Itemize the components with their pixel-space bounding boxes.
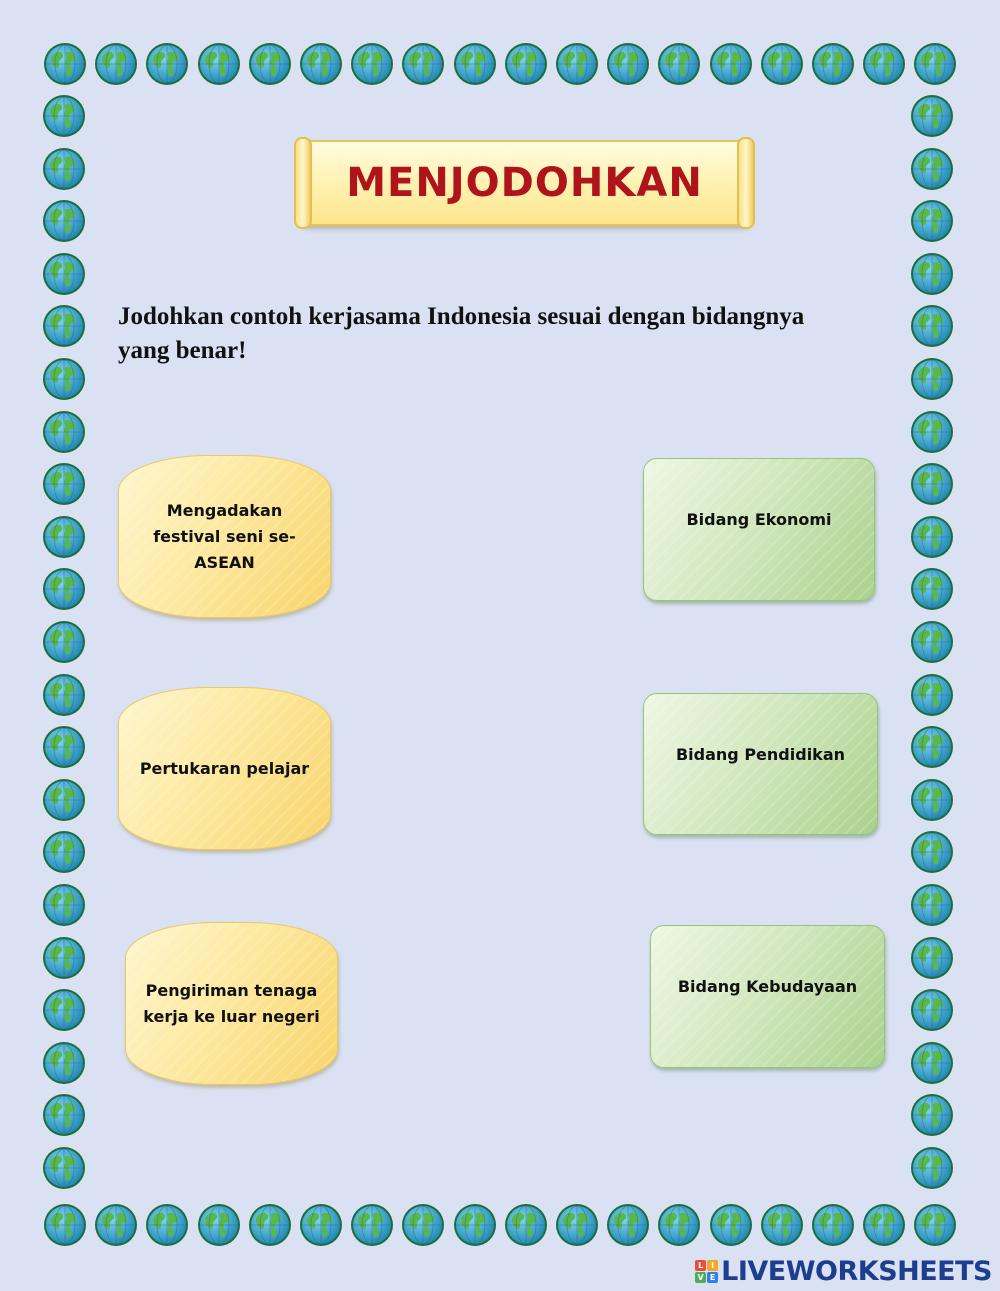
globe-icon	[709, 1203, 753, 1247]
globe-icon	[910, 515, 954, 559]
globe-icon	[862, 42, 906, 86]
globe-icon	[910, 147, 954, 191]
globe-icon	[910, 778, 954, 822]
globe-icon	[42, 1041, 86, 1085]
globe-icon	[42, 462, 86, 506]
globe-icon	[910, 304, 954, 348]
globe-icon	[910, 1146, 954, 1190]
globe-icon	[555, 1203, 599, 1247]
right-card-culture[interactable]: Bidang Kebudayaan	[650, 925, 885, 1068]
globe-icon	[94, 42, 138, 86]
globe-icon	[42, 567, 86, 611]
globe-icon	[42, 1093, 86, 1137]
left-card-workers[interactable]: Pengiriman tenaga kerja ke luar negeri	[125, 922, 338, 1085]
globe-icon	[910, 199, 954, 243]
globe-icon	[910, 252, 954, 296]
globe-icon	[910, 936, 954, 980]
globe-icon	[910, 94, 954, 138]
globe-icon	[42, 988, 86, 1032]
globe-icon	[197, 1203, 241, 1247]
globe-icon	[504, 42, 548, 86]
globe-icon	[145, 42, 189, 86]
right-card-education[interactable]: Bidang Pendidikan	[643, 693, 878, 835]
brand-logo-icon: L I V E	[695, 1260, 718, 1283]
globe-icon	[910, 410, 954, 454]
globe-icon	[910, 883, 954, 927]
globe-icon	[606, 1203, 650, 1247]
globe-icon	[43, 1203, 87, 1247]
globe-icon	[453, 1203, 497, 1247]
globe-icon	[657, 1203, 701, 1247]
globe-icon	[197, 42, 241, 86]
globe-icon	[555, 42, 599, 86]
globe-icon	[42, 883, 86, 927]
globe-icon	[248, 1203, 292, 1247]
globe-icon	[657, 42, 701, 86]
globe-icon	[913, 1203, 957, 1247]
globe-icon	[42, 357, 86, 401]
globe-icon	[299, 42, 343, 86]
globe-icon	[42, 515, 86, 559]
globe-icon	[42, 778, 86, 822]
globe-icon	[42, 620, 86, 664]
globe-icon	[42, 725, 86, 769]
globe-icon	[42, 830, 86, 874]
globe-icon	[910, 725, 954, 769]
globe-icon	[350, 1203, 394, 1247]
globe-icon	[910, 567, 954, 611]
title-banner	[300, 140, 749, 226]
brand-name: LIVEWORKSHEETS	[721, 1256, 992, 1287]
globe-icon	[811, 1203, 855, 1247]
globe-icon	[760, 1203, 804, 1247]
globe-icon	[42, 252, 86, 296]
globe-icon	[709, 42, 753, 86]
page-title: MENJODOHKAN	[346, 160, 703, 206]
globe-icon	[910, 830, 954, 874]
globe-icon	[42, 673, 86, 717]
globe-icon	[910, 462, 954, 506]
globe-icon	[42, 199, 86, 243]
globe-icon	[913, 42, 957, 86]
globe-icon	[910, 620, 954, 664]
globe-icon	[910, 1041, 954, 1085]
left-card-festival[interactable]: Mengadakan festival seni se-ASEAN	[118, 455, 331, 618]
globe-icon	[504, 1203, 548, 1247]
globe-icon	[811, 42, 855, 86]
globe-icon	[910, 357, 954, 401]
liveworksheets-brand[interactable]	[695, 1256, 992, 1287]
left-card-exchange[interactable]: Pertukaran pelajar	[118, 687, 331, 850]
globe-icon	[910, 988, 954, 1032]
globe-icon	[401, 1203, 445, 1247]
globe-icon	[910, 1093, 954, 1137]
globe-icon	[42, 1146, 86, 1190]
instruction-text: Jodohkan contoh kerjasama Indonesia sesuai dengan bidangnya yang benar!	[118, 303, 805, 364]
globe-icon	[42, 94, 86, 138]
globe-icon	[145, 1203, 189, 1247]
globe-icon	[606, 42, 650, 86]
globe-icon	[248, 42, 292, 86]
globe-icon	[910, 673, 954, 717]
globe-icon	[350, 42, 394, 86]
right-card-economy[interactable]: Bidang Ekonomi	[643, 458, 875, 601]
globe-icon	[42, 410, 86, 454]
globe-icon	[299, 1203, 343, 1247]
globe-icon	[862, 1203, 906, 1247]
globe-icon	[42, 936, 86, 980]
globe-icon	[94, 1203, 138, 1247]
globe-icon	[760, 42, 804, 86]
globe-icon	[401, 42, 445, 86]
globe-icon	[42, 147, 86, 191]
globe-icon	[43, 42, 87, 86]
globe-icon	[453, 42, 497, 86]
globe-icon	[42, 304, 86, 348]
